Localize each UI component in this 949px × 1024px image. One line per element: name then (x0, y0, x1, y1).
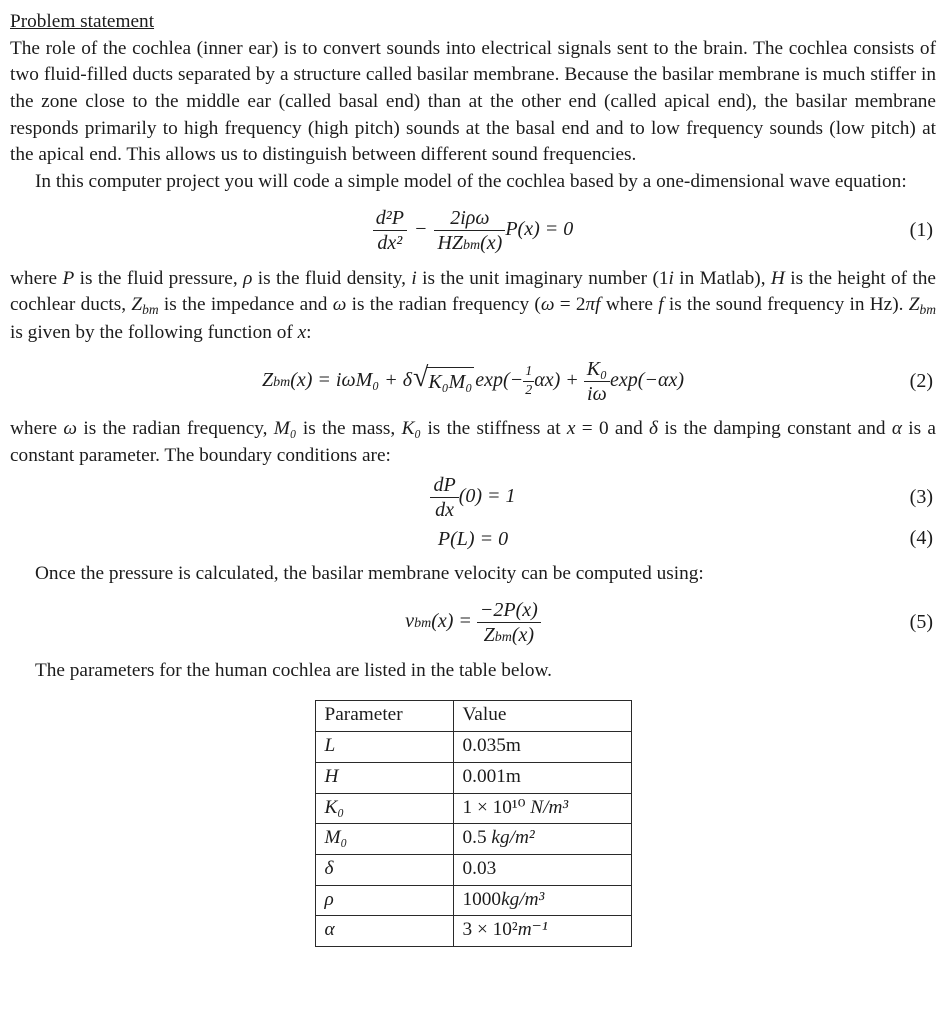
value-cell-K0: 1 × 10¹⁰ N/m³ (453, 793, 631, 824)
velocity-fraction: $\frac{-2P(x)}{\text{Zbm(x)}}$ (477, 599, 541, 647)
table-row (315, 732, 631, 763)
paragraph-variables-2: where ω is the radian frequency, M₀ is the mass, K₀ is the stiffness at x = 0 and δ is the damping constant and α is a constant parameter. The boundary conditions are: (10, 418, 936, 467)
table-row (315, 916, 631, 947)
square-root: √ K₀M₀ (413, 367, 474, 397)
minus-operator: − (413, 218, 428, 241)
param-cell-K0: K₀ (315, 793, 453, 824)
table-row (315, 793, 631, 824)
equation-1-number: (1) (909, 218, 933, 241)
equation-2 (10, 358, 936, 406)
value-cell-rho: 1000kg/m³ (453, 885, 631, 916)
param-cell-alpha: α (315, 916, 453, 947)
paragraph-table-intro: The parameters for the human cochlea are listed in the table below. (35, 659, 552, 681)
header-parameter: Parameter (315, 701, 453, 732)
paragraph-velocity: Once the pressure is calculated, the basilar membrane velocity can be computed using: (35, 563, 704, 585)
stiffness-fraction: $\frac{\text{K₀}}{i\omega}$ (584, 358, 610, 406)
equation-5-number: (5) (909, 611, 933, 634)
eq1-rhs-fraction: $\frac{\text{2iρω}}{\text{HZbm(x)}}$ (434, 207, 505, 255)
table-row (315, 885, 631, 916)
radical-sign: √ (413, 361, 429, 393)
eq1-tail: P(x) = 0 (505, 218, 574, 241)
param-cell-H: H (315, 762, 453, 793)
param-cell-L: L (315, 732, 453, 763)
table-row (315, 824, 631, 855)
dp-dx-fraction: $\frac{dP}{dx}$ (430, 474, 458, 522)
equation-5-body: vbm(x) = $\frac{-2P(x)}{\text{Zbm(x)}}$ (405, 610, 541, 632)
param-cell-M0: M₀ (315, 824, 453, 855)
param-cell-delta: δ (315, 854, 453, 885)
equation-1-body (373, 206, 574, 255)
table-header-row (315, 701, 631, 732)
value-cell-H: 0.001m (453, 762, 631, 793)
eq1-lhs-fraction: $\frac{\text{d²P}}{\text{dx²}}$ (373, 207, 407, 255)
equation-3 (10, 474, 936, 522)
parameter-table (315, 700, 632, 947)
table-row (315, 762, 631, 793)
equation-1 (10, 207, 936, 255)
param-cell-rho: ρ (315, 885, 453, 916)
one-half-fraction: $\frac{1}{2}$ (525, 364, 533, 399)
value-cell-L: 0.035m (453, 732, 631, 763)
paragraph-variables-1: where P is the fluid pressure, ρ is the fluid density, i is the unit imaginary number (1i in Matlab), H is the height of the cochlear ducts, $Z_{bm}$ is the impedance and ω is the radian frequency (ω = 2πf where f is the sound frequency in Hz). $Z_{bm}$ is given by the following function of x: (10, 267, 936, 344)
equation-4-body: P(L) = 0 (437, 527, 509, 550)
header-value: Value (453, 701, 631, 732)
paragraph-project: In this computer project you will code a simple model of the cochlea based by a one-dimensional wave equation: (35, 171, 907, 193)
page-title: Problem statement (10, 11, 155, 32)
equation-5 (10, 599, 936, 647)
paragraph-intro: The role of the cochlea (inner ear) is to convert sounds into electrical signals sent to the brain. The cochlea consists of two fluid-filled ducts separated by a structure called basilar membrane. Because the basilar membrane is much stiffer in the zone close to the middle ear (called basal end) than at the other end (called apical end), the basilar membrane responds primarily to high frequency (high pitch) sounds at the basal end and to low frequency sounds (low pitch) at the apical end. This allows us to distinguish between different sound frequencies. (10, 37, 936, 166)
value-cell-alpha: 3 × 10²m⁻¹ (453, 916, 631, 947)
equation-4-number: (4) (909, 527, 933, 550)
equation-2-number: (2) (909, 369, 933, 392)
table-row (315, 854, 631, 885)
equation-2-body: Zbm(x) = iωM₀ + δ √ K₀M₀ exp(− $\frac{1}{2}$ αx) + $\frac{\text{K₀}}{i\omega}$ exp(−αx) (261, 357, 684, 406)
equation-4 (10, 526, 936, 554)
value-cell-M0: 0.5 kg/m² (453, 824, 631, 855)
value-cell-delta: 0.03 (453, 854, 631, 885)
equation-3-number: (3) (909, 485, 933, 508)
equation-3-body: $\frac{dP}{dx}$ (0) = 1 (430, 485, 515, 507)
